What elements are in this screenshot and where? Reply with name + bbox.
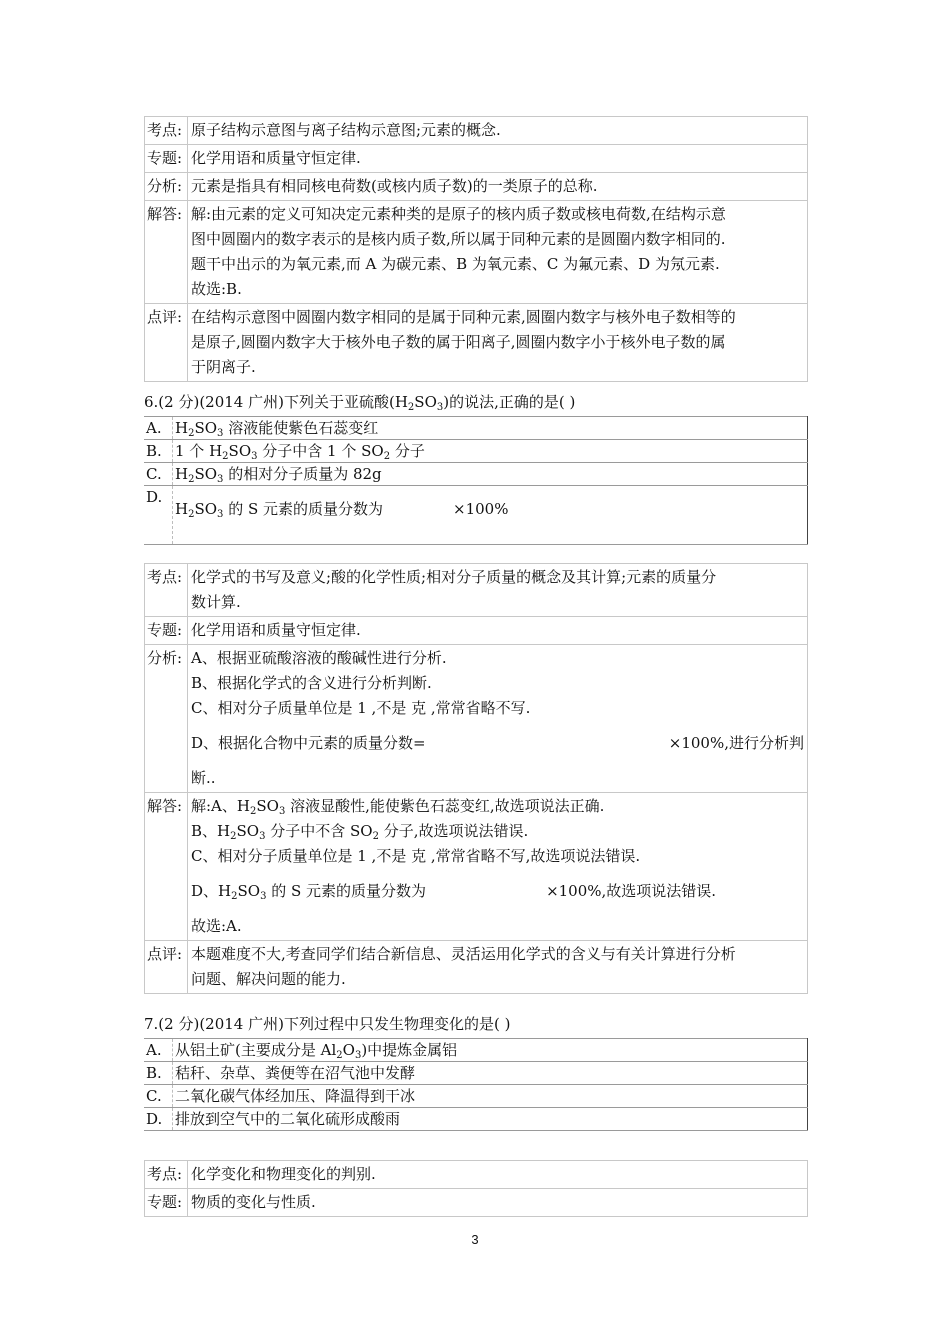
option-d-label: D. — [144, 1108, 173, 1131]
q7-analysis-table — [144, 1160, 808, 1217]
kaodian-label: 考点: — [145, 117, 188, 145]
fenxi-line: B、根据化学式的含义进行分析判断. — [191, 674, 432, 692]
kaodian-line: 化学式的书写及意义;酸的化学性质;相对分子质量的概念及其计算;元素的质量分 — [191, 568, 717, 586]
option-d — [144, 486, 808, 545]
q5-analysis-table — [144, 116, 808, 382]
zhuanti-label: 专题: — [145, 145, 188, 173]
option-b — [144, 440, 808, 463]
jieda-a-pre: 解:A、 — [191, 797, 237, 815]
option-b-mid: 分子中含 1 个 — [262, 442, 357, 460]
fenxi-d-tail: ×100%,进行分析判 — [668, 734, 804, 752]
jieda-line-c: C、相对分子质量单位是 1 ,不是 克 ,常常省略不写,故选项说法错误. — [191, 847, 641, 865]
option-a-label: A. — [144, 417, 173, 440]
fenxi-line: C、相对分子质量单位是 1 ,不是 克 ,常常省略不写. — [191, 699, 531, 717]
jieda-d-mid: 的 S 元素的质量分数为 — [271, 882, 427, 900]
kaodian-row — [145, 564, 808, 617]
option-c — [144, 463, 808, 486]
option-b-post: 分子 — [394, 442, 425, 460]
option-d-label: D. — [144, 486, 173, 545]
jieda-d-pre: D、 — [191, 882, 219, 900]
option-b-label: B. — [144, 1062, 173, 1085]
jieda-line-b: B、$H_2SO_3$ 分子中不含 $SO_2$ 分子,故选项说法错误. — [191, 822, 529, 842]
option-a — [144, 1039, 808, 1062]
option-d-tail: ×100% — [453, 500, 509, 518]
jieda-text — [188, 201, 808, 304]
zhuanti-text: 化学用语和质量守恒定律. — [188, 145, 808, 173]
option-b-text: 秸秆、杂草、粪便等在沼气池中发酵 — [173, 1062, 808, 1085]
q6-options-table — [144, 416, 808, 545]
dianping-text — [188, 941, 808, 994]
dianping-row — [145, 304, 808, 382]
kaodian-text: 原子结构示意图与离子结构示意图;元素的概念. — [188, 117, 808, 145]
dianping-row — [145, 941, 808, 994]
jieda-a-post: 溶液显酸性,能使紫色石蕊变红,故选项说法正确. — [290, 797, 605, 815]
jieda-line: 题干中出示的为氧元素,而 A 为碳元素、B 为氧元素、C 为氟元素、D 为氖元素. — [191, 255, 720, 273]
jieda-b-mid: 分子中不含 — [270, 822, 346, 840]
q6-stem: 6.(2 分)(2014 广州)下列关于亚硫酸$(H_2SO_3)$的说法,正确的是( ) — [144, 393, 576, 413]
q6-stem-before: 6.(2 分)(2014 广州)下列关于亚硫酸(H — [144, 393, 408, 411]
option-d-text: 排放到空气中的二氧化硫形成酸雨 — [173, 1108, 808, 1131]
jieda-line: 故选:B. — [191, 280, 242, 298]
option-b — [144, 1062, 808, 1085]
zhuanti-text: 物质的变化与性质. — [188, 1189, 808, 1217]
q6-analysis-table — [144, 563, 808, 994]
kaodian-label: 考点: — [145, 1161, 188, 1189]
dianping-line: 本题难度不大,考查同学们结合新信息、灵活运用化学式的含义与有关计算进行分析 — [191, 945, 736, 963]
jieda-line: 解:由元素的定义可知决定元素种类的是原子的核内质子数或核电荷数,在结构示意 — [191, 205, 726, 223]
jieda-b-post: 分子,故选项说法错误. — [383, 822, 529, 840]
jieda-line-a: 解:A、$H_2SO_3$ 溶液显酸性,能使紫色石蕊变红,故选项说法正确. — [191, 797, 605, 817]
option-a-desc: 溶液能使紫色石蕊变红 — [228, 419, 379, 437]
q7-analysis — [144, 1160, 808, 1217]
q6-stem-after: )的说法,正确的是( ) — [443, 393, 576, 411]
fenxi-text: 元素是指具有相同核电荷数(或核内质子数)的一类原子的总称. — [188, 173, 808, 201]
option-c-label: C. — [144, 463, 173, 486]
kaodian-row — [145, 1161, 808, 1189]
dianping-line: 在结构示意图中圆圈内数字相同的是属于同种元素,圆圈内数字与核外电子数相等的 — [191, 308, 736, 326]
jieda-line-d: D、$H_2SO_3$ 的 S 元素的质量分数为 ×100%,故选项说法错误. — [191, 882, 717, 902]
fenxi-label: 分析: — [145, 645, 188, 793]
kaodian-text — [188, 564, 808, 617]
q5-analysis — [144, 116, 808, 382]
option-d — [144, 1108, 808, 1131]
option-a-text: 从铝土矿(主要成分是 $Al_2O_3$)中提炼金属铝 — [173, 1039, 808, 1062]
q6-analysis — [144, 563, 808, 994]
jieda-label: 解答: — [145, 793, 188, 941]
zhuanti-row — [145, 1189, 808, 1217]
zhuanti-label: 专题: — [145, 1189, 188, 1217]
jieda-b-pre: B、 — [191, 822, 218, 840]
option-c-label: C. — [144, 1085, 173, 1108]
option-c-desc: 的相对分子质量为 82g — [228, 465, 382, 483]
option-a-label: A. — [144, 1039, 173, 1062]
option-b-label: B. — [144, 440, 173, 463]
jieda-text — [188, 793, 808, 941]
kaodian-line: 数计算. — [191, 593, 241, 611]
fenxi-line-d — [191, 731, 804, 756]
jieda-line: 图中圆圈内的数字表示的是核内质子数,所以属于同种元素的是圆圈内数字相同的. — [191, 230, 726, 248]
option-a-post: )中提炼金属铝 — [361, 1041, 458, 1059]
page-number: 3 — [471, 1232, 479, 1247]
dianping-label: 点评: — [145, 304, 188, 382]
q7-options — [144, 1038, 808, 1131]
option-a — [144, 417, 808, 440]
dianping-text — [188, 304, 808, 382]
q7-stem: 7.(2 分)(2014 广州)下列过程中只发生物理变化的是( ) — [144, 1015, 511, 1033]
zhuanti-label: 专题: — [145, 617, 188, 645]
option-c-text: $H_2SO_3$ 的相对分子质量为 82g — [173, 463, 808, 486]
q6-options — [144, 416, 808, 545]
zhuanti-row — [145, 617, 808, 645]
kaodian-text: 化学变化和物理变化的判别. — [188, 1161, 808, 1189]
dianping-line: 问题、解决问题的能力. — [191, 970, 346, 988]
zhuanti-row — [145, 145, 808, 173]
kaodian-label: 考点: — [145, 564, 188, 617]
option-c-text: 二氧化碳气体经加压、降温得到干冰 — [173, 1085, 808, 1108]
dianping-line: 是原子,圆圈内数字大于核外电子数的属于阳离子,圆圈内数字小于核外电子数的属 — [191, 333, 726, 351]
option-b-text: 1 个 $H_2SO_3$ 分子中含 1 个 $SO_2$ 分子 — [173, 440, 808, 463]
jieda-row — [145, 201, 808, 304]
fenxi-d-text: D、根据化合物中元素的质量分数= — [191, 734, 426, 752]
option-d-desc: 的 S 元素的质量分数为 — [228, 500, 384, 518]
option-b-pre: 1 个 — [175, 442, 205, 460]
fenxi-row — [145, 173, 808, 201]
jieda-label: 解答: — [145, 201, 188, 304]
option-a-pre: 从铝土矿(主要成分是 — [175, 1041, 316, 1059]
option-c — [144, 1085, 808, 1108]
fenxi-line: A、根据亚硫酸溶液的酸碱性进行分析. — [191, 649, 447, 667]
jieda-final: 故选:A. — [191, 917, 242, 935]
fenxi-text — [188, 645, 808, 793]
fenxi-label: 分析: — [145, 173, 188, 201]
dianping-line: 于阴离子. — [191, 358, 256, 376]
fenxi-line: 断.. — [191, 769, 216, 787]
option-a-text: $H_2SO_3$ 溶液能使紫色石蕊变红 — [173, 417, 808, 440]
dianping-label: 点评: — [145, 941, 188, 994]
jieda-row — [145, 793, 808, 941]
jieda-d-tail: ×100%,故选项说法错误. — [546, 882, 717, 900]
q7-options-table — [144, 1038, 808, 1131]
zhuanti-text: 化学用语和质量守恒定律. — [188, 617, 808, 645]
option-d-text: $H_2SO_3$ 的 S 元素的质量分数为 ×100% — [173, 486, 808, 545]
kaodian-row — [145, 117, 808, 145]
fenxi-row — [145, 645, 808, 793]
